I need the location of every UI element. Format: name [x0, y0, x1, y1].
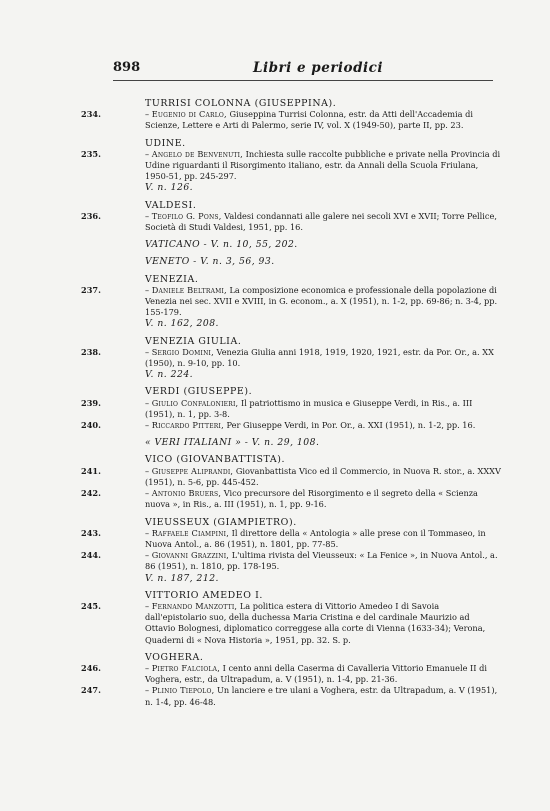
bibliography-entry: 246. – Pietro Falciola, I cento anni della Caserma di Cavalleria Vittorio Emanuele II di Voghera, estr., da Ultrapadum, a. V (1951), n. 1-4, pp. 21-36.	[81, 662, 487, 685]
bibliography-entry: 238. – Sergio Domini, Venezia Giulia anni 1918, 1919, 1920, 1921, estr. da Por. Or., a. XX (1950), n. 9-10, pp. 10.	[81, 346, 494, 369]
bibliography-entry: 243. – Raffaele Ciampini, Il direttore della « Antologia » alle prese con il Tommaseo, in Nuova Antol., a. 86 (1951), n. 1801, pp. 77-85.	[81, 527, 486, 549]
header-rule	[113, 80, 493, 81]
entry-text: I cento anni della Caserma di Cavalleria Vittorio Emanuele II di Voghera, estr., da Ultrapadum, a. V (1951), n. 1-4, pp. 21-36.	[145, 662, 487, 685]
section-heading: TURRISI COLONNA (GIUSEPPINA).	[145, 98, 337, 109]
section-heading: VOGHERA.	[145, 651, 204, 663]
section-heading: VENEZIA GIULIA.	[145, 335, 242, 347]
section-heading: VICO (GIOVANBATTISTA).	[145, 454, 286, 466]
section-heading: VENEZIA.	[145, 273, 199, 285]
entry-author: Sergio Domini,	[151, 346, 214, 357]
entry-author: Giovanni Grazzini,	[151, 550, 230, 561]
entry-author: Giulio Confalonieri,	[151, 397, 239, 408]
entry-author: Pietro Falciola,	[151, 662, 221, 673]
entry-number: 246.	[81, 662, 101, 673]
entry-author: Plinio Tiepolo,	[151, 685, 215, 696]
entry-text: Giuseppina Turrisi Colonna, estr. da Atti dell'Accademia di Scienze, Lettere e Arti di Palermo, serie IV, vol. X (1949-50), parte II, pp. 23.	[145, 109, 473, 131]
entry-number: 236.	[81, 210, 101, 221]
section-heading: VERDI (GIUSEPPE).	[145, 386, 253, 398]
entry-number: 235.	[81, 148, 101, 159]
entry-author: Riccardo Pitteri,	[151, 420, 224, 431]
running-title: Libri e periodici	[253, 60, 383, 76]
entry-author: Teofilo G. Pons,	[151, 210, 222, 221]
entry-number: 239.	[81, 397, 101, 408]
entry-text: Inchiesta sulle raccolte pubbliche e private nella Provincia di Udine riguardanti il Risorgimento italiano, estr. da Annali della Scuola Friulana, 1950-51, pp. 245-297.	[145, 148, 501, 182]
cross-reference: V. n. 224.	[145, 369, 194, 381]
entry-number: 238.	[81, 346, 101, 357]
bibliography-entry: 239. – Giulio Confalonieri, Il patriottismo in musica e Giuseppe Verdi, in Ris., a. III (1951), n. 1, pp. 3-8.	[81, 397, 473, 419]
entry-author: Fernando Manzotti,	[151, 600, 238, 611]
entry-text: La politica estera di Vittorio Amedeo I di Savoia dall'epistolario suo, della duchessa Maria Cristina e del cardinale Maurizio ad Ottavio Bolognesi, diplomatico correggese alla corte di Vienna (1633-34); Verona, Quaderni di « Nova Historia », 1951, pp. 32. S. p.	[145, 600, 486, 645]
bibliography-entry: 247. – Plinio Tiepolo, Un lanciere e tre ulani a Voghera, estr. da Ultrapadum, a. V (1951), n. 1-4, pp. 46-48.	[81, 685, 498, 707]
page-number: 898	[113, 60, 141, 75]
section-heading: VALDESI.	[145, 199, 197, 211]
bibliography-entry: 237. – Daniele Beltrami, La composizione economica e professionale della popolazione di Venezia nei sec. XVII e XVIII, in G. econom., a. X (1951), n. 1-2, pp. 69-86; n. 3-4, pp. 155-179.	[81, 284, 498, 318]
bibliography-entry: 241. – Giuseppe Aliprandi, Giovanbattista Vico ed il Commercio, in Nuova R. stor., a. XXXV (1951), n. 5-6, pp. 445-452.	[81, 465, 501, 487]
entry-number: 243.	[81, 527, 101, 538]
cross-reference: V. n. 162, 208.	[145, 318, 219, 330]
entry-text: La composizione economica e professionale della popolazione di Venezia nei sec. XVII e XVIII, in G. econom., a. X (1951), n. 1-2, pp. 69-86; n. 3-4, pp. 155-179.	[145, 284, 498, 318]
entry-number: 234.	[81, 109, 101, 120]
entry-text: Valdesi condannati alle galere nei secoli XVI e XVII; Torre Pellice, Società di Studi Valdesi, 1951, pp. 16.	[145, 210, 497, 233]
bibliography-entry: 236. – Teofilo G. Pons, Valdesi condannati alle galere nei secoli XVI e XVII; Torre Pellice, Società di Studi Valdesi, 1951, pp. 16.	[81, 210, 497, 233]
section-heading: VITTORIO AMEDEO I.	[145, 589, 263, 601]
bibliography-list	[81, 95, 501, 708]
entry-text: Per Giuseppe Verdi, in Por. Or., a. XXI (1951), n. 1-2, pp. 16.	[226, 420, 476, 431]
entry-author: Eugenio di Carlo,	[151, 109, 227, 120]
entry-author: Raffaele Ciampini,	[151, 527, 230, 538]
cross-reference: V. n. 187, 212.	[145, 572, 219, 584]
bibliography-entry: 244. – Giovanni Grazzini, L'ultima rivista del Vieusseux: « La Fenice », in Nuova Antol., a. 86 (1951), n. 1810, pp. 178-195.	[81, 550, 498, 572]
entry-number: 241.	[81, 465, 101, 476]
cross-reference: « VERI ITALIANI » - V. n. 29, 108.	[145, 437, 320, 449]
entry-author: Daniele Beltrami,	[151, 284, 227, 295]
cross-reference: V. n. 126.	[145, 182, 194, 194]
running-header	[113, 60, 493, 78]
entry-text: Un lanciere e tre ulani a Voghera, estr. da Ultrapadum, a. V (1951), n. 1-4, pp. 46-48.	[145, 685, 498, 707]
entry-text: Venezia Giulia anni 1918, 1919, 1920, 1921, estr. da Por. Or., a. XX (1950), n. 9-10, pp. 10.	[145, 346, 494, 369]
bibliography-entry: 242. – Antonio Bruers, Vico precursore del Risorgimento e il segreto della « Scienza nuova », in Ris., a. III (1951), n. 1, pp. 9-16.	[81, 488, 478, 510]
entry-number: 242.	[81, 488, 101, 499]
entry-number: 244.	[81, 550, 101, 561]
cross-reference: VATICANO - V. n. 10, 55, 202.	[145, 239, 298, 251]
entry-text: Vico precursore del Risorgimento e il segreto della « Scienza nuova », in Ris., a. III (1951), n. 1, pp. 9-16.	[145, 488, 478, 510]
entry-number: 237.	[81, 284, 101, 295]
entry-text: Il patriottismo in musica e Giuseppe Verdi, in Ris., a. III (1951), n. 1, pp. 3-8.	[145, 397, 473, 419]
cross-reference: VENETO - V. n. 3, 56, 93.	[145, 256, 275, 268]
bibliography-entry: 234. – Eugenio di Carlo, Giuseppina Turrisi Colonna, estr. da Atti dell'Accademia di Scienze, Lettere e Arti di Palermo, serie IV, vol. X (1949-50), parte II, pp. 23.	[81, 109, 473, 131]
bibliography-entry: 235. – Angelo de Benvenuti, Inchiesta sulle raccolte pubbliche e private nella Provincia di Udine riguardanti il Risorgimento italiano, estr. da Annali della Scuola Friulana, 1950-51, pp. 245-297.	[81, 148, 501, 182]
section-heading: UDINE.	[145, 137, 186, 149]
entry-number: 245.	[81, 600, 101, 611]
entry-number: 247.	[81, 685, 101, 696]
section-heading: VIEUSSEUX (GIAMPIETRO).	[145, 516, 297, 528]
entry-text: Il direttore della « Antologia » alle prese con il Tommaseo, in Nuova Antol., a. 86 (1951), n. 1801, pp. 77-85.	[145, 527, 486, 549]
bibliography-entry: 240. – Riccardo Pitteri, Per Giuseppe Verdi, in Por. Or., a. XXI (1951), n. 1-2, pp. 16.	[81, 420, 476, 431]
entry-author: Giuseppe Aliprandi,	[151, 465, 234, 476]
entry-text: L'ultima rivista del Vieusseux: « La Fenice », in Nuova Antol., a. 86 (1951), n. 1810, pp. 178-195.	[145, 550, 498, 572]
entry-author: Antonio Bruers,	[151, 488, 222, 499]
bibliography-entry: 245. – Fernando Manzotti, La politica estera di Vittorio Amedeo I di Savoia dall'epistolario suo, della duchessa Maria Cristina e del cardinale Maurizio ad Ottavio Bolognesi, diplomatico correggese alla corte di Vienna (1633-34); Verona, Quaderni di « Nova Historia », 1951, pp. 32. S. p.	[81, 600, 486, 645]
entry-author: Angelo de Benvenuti,	[151, 148, 243, 159]
entry-text: Giovanbattista Vico ed il Commercio, in Nuova R. stor., a. XXXV (1951), n. 5-6, pp. 445-452.	[145, 465, 501, 487]
entry-number: 240.	[81, 420, 101, 431]
